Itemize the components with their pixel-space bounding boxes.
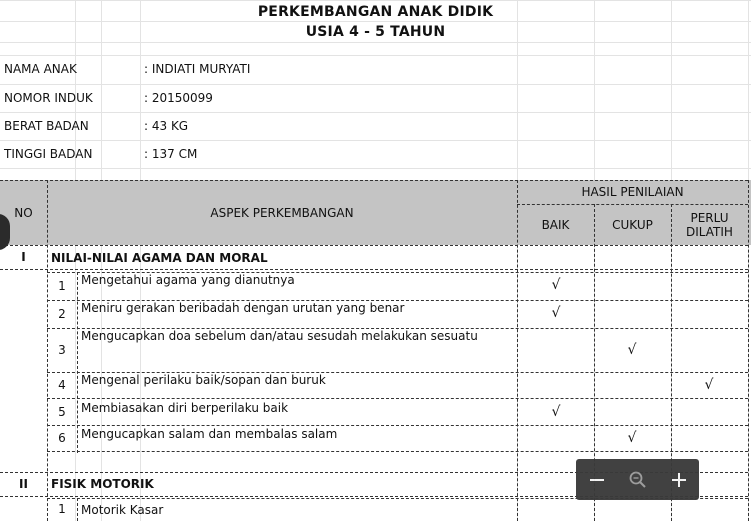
minus-icon xyxy=(588,471,606,489)
item-1-6-text: Mengucapkan salam dan membalas salam xyxy=(81,427,338,441)
magnifier-icon xyxy=(628,470,648,490)
check-mark: √ xyxy=(627,430,637,446)
item-1-1-no: 1 xyxy=(58,279,66,293)
header-baik: BAIK xyxy=(541,217,570,232)
header-no: NO xyxy=(14,205,33,220)
plus-icon xyxy=(670,471,688,489)
info-value-nomor: : 20150099 xyxy=(144,91,213,105)
section-2-roman: II xyxy=(19,477,28,491)
item-1-5-text: Membiasakan diri berperilaku baik xyxy=(81,401,289,415)
header-perlu-dilatih xyxy=(671,204,748,245)
item-1-5-no: 5 xyxy=(58,404,66,419)
info-label-nomor: NOMOR INDUK xyxy=(4,91,93,105)
page-subtitle: USIA 4 - 5 TAHUN xyxy=(305,24,446,40)
item-1-3-text: Mengucapkan doa sebelum dan/atau sesudah melakukan sesuatu xyxy=(81,329,478,343)
zoom-reset-button[interactable] xyxy=(623,465,653,495)
section-2-title: FISIK MOTORIK xyxy=(51,477,154,491)
check-mark: √ xyxy=(551,305,561,321)
page-title: PERKEMBANGAN ANAK DIDIK xyxy=(257,4,494,20)
zoom-in-button[interactable] xyxy=(664,465,694,495)
item-1-4-text: Mengenal perilaku baik/sopan dan buruk xyxy=(81,373,326,387)
item-1-2-no: 2 xyxy=(58,307,66,321)
info-label-berat: BERAT BADAN xyxy=(4,119,89,133)
header-hasil: HASIL PENILAIAN xyxy=(581,185,684,199)
section-1-title: NILAI-NILAI AGAMA DAN MORAL xyxy=(51,251,268,265)
zoom-out-button[interactable] xyxy=(582,465,612,495)
section-1-roman: I xyxy=(21,250,26,264)
check-mark: √ xyxy=(627,342,637,358)
item-1-2-text: Meniru gerakan beribadah dengan urutan yang benar xyxy=(81,301,405,315)
header-aspek: ASPEK PERKEMBANGAN xyxy=(210,205,354,220)
info-label-nama: NAMA ANAK xyxy=(4,62,77,76)
header-perlu-line2: DILATIH xyxy=(686,224,733,239)
header-cukup: CUKUP xyxy=(612,217,653,232)
info-label-tinggi: TINGGI BADAN xyxy=(4,147,93,161)
item-1-3-no: 3 xyxy=(58,343,66,357)
header-perlu-line1: PERLU xyxy=(690,210,729,225)
check-mark: √ xyxy=(551,404,561,420)
item-2-1-text: Motorik Kasar xyxy=(81,503,164,517)
check-mark: √ xyxy=(551,277,561,293)
item-1-4-no: 4 xyxy=(58,378,66,392)
info-value-tinggi: : 137 CM xyxy=(144,147,198,161)
info-value-nama: : INDIATI MURYATI xyxy=(144,62,251,76)
item-2-1-no: 1 xyxy=(58,502,66,516)
item-1-1-text: Mengetahui agama yang dianutnya xyxy=(81,273,295,287)
item-1-6-no: 6 xyxy=(58,431,66,445)
info-value-berat: : 43 KG xyxy=(144,119,189,133)
check-mark: √ xyxy=(704,377,714,393)
zoom-toolbar xyxy=(576,459,699,500)
